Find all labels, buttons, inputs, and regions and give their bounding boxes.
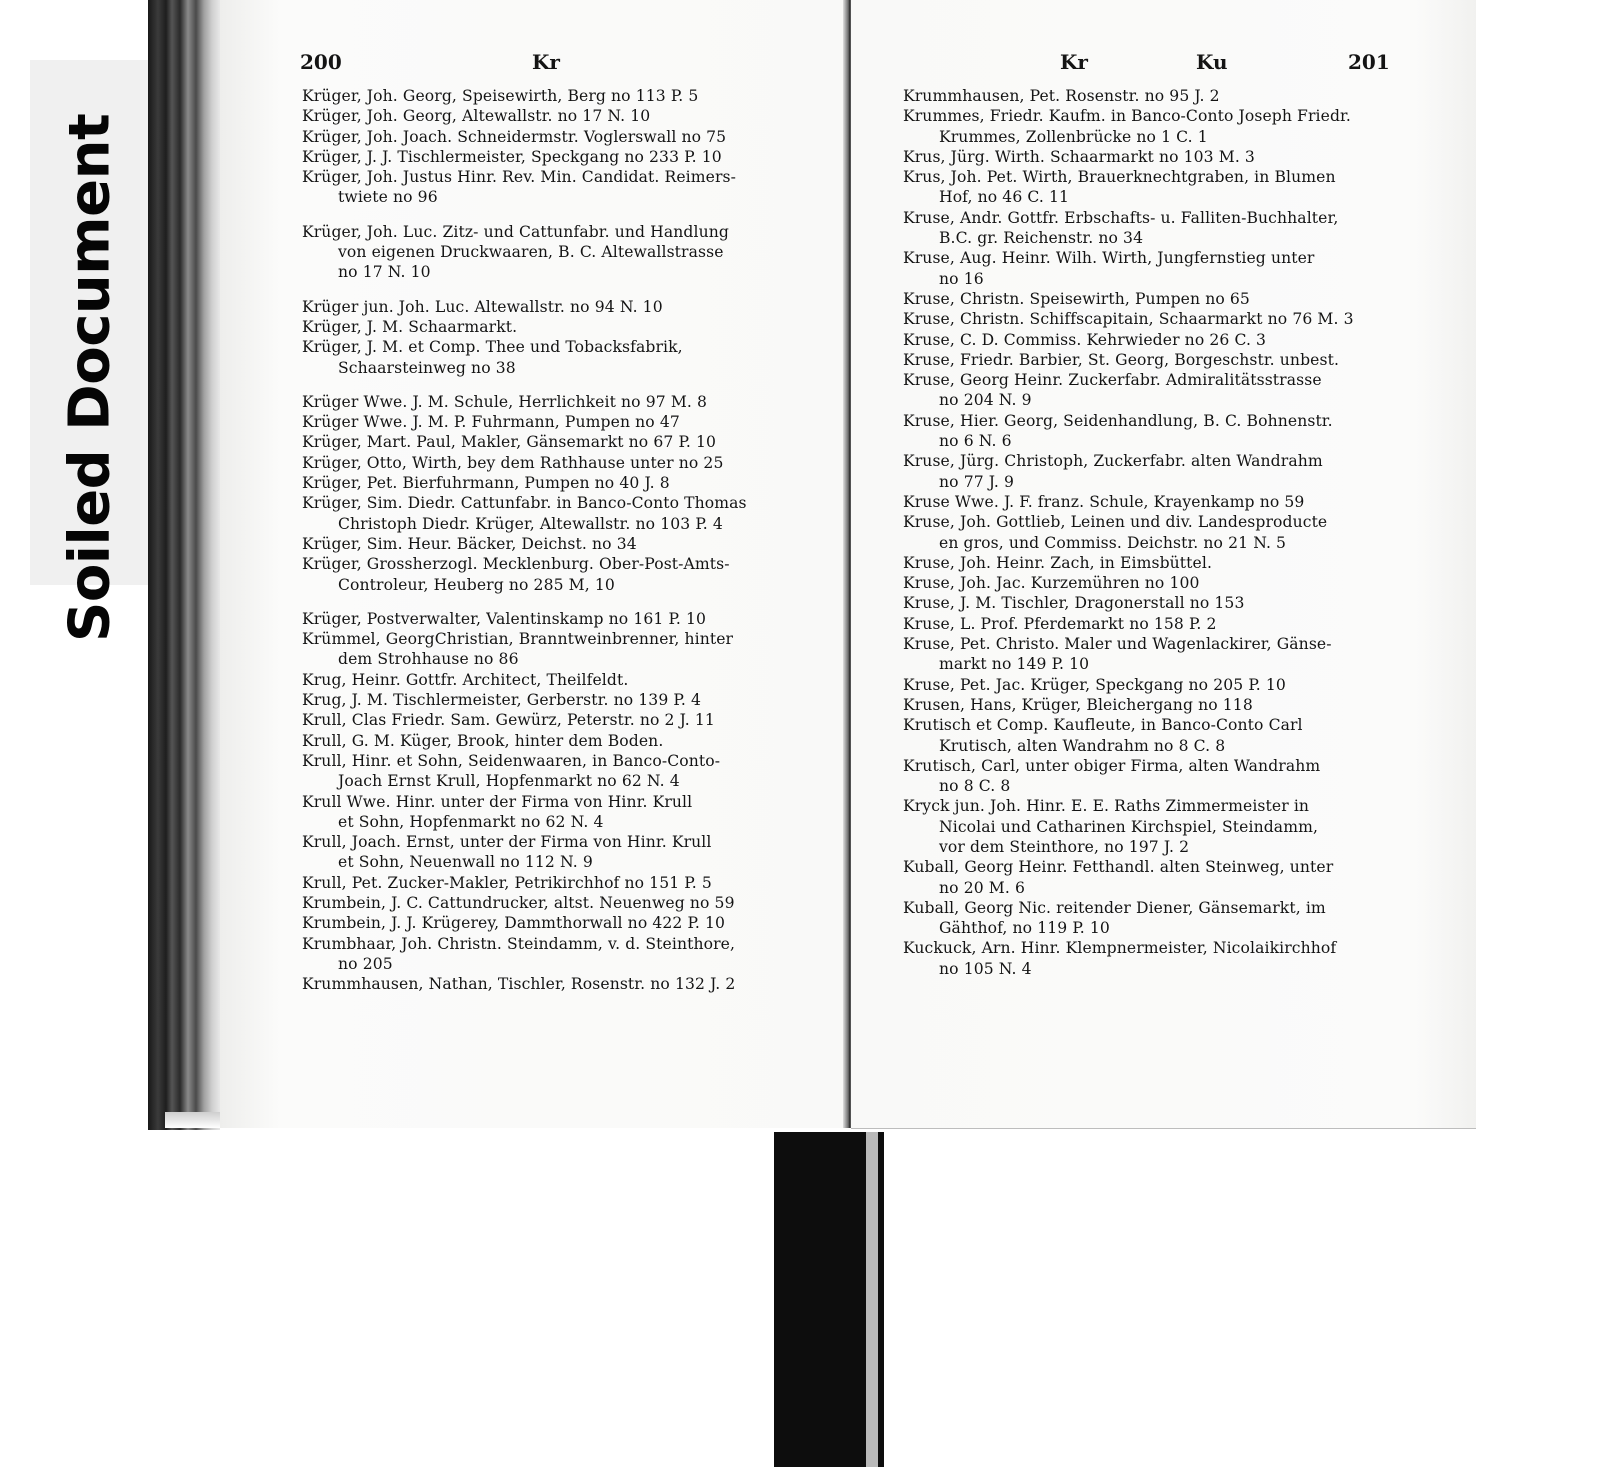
entry-line: Krüger, Postverwalter, Valentinskamp no 161 P. 10 [302,609,707,628]
right-page [851,0,1476,1129]
entry-line: Kruse, Joh. Gottlieb, Leinen und div. Landesproducte [903,513,1328,532]
entry-line: Krull, Hinr. et Sohn, Seidenwaaren, in Banco-Conto- [302,751,721,770]
directory-entry [302,629,747,670]
entry-line: Krüger Wwe. J. M. Schule, Herrlichkeit no 97 M. 8 [302,392,708,411]
entry-line: Krüger jun. Joh. Luc. Altewallstr. no 94 N. 10 [302,297,663,316]
entry-line: Krull Wwe. Hinr. unter der Firma von Hinr. Krull [302,792,693,811]
directory-entry [302,337,747,378]
directory-entry [903,451,1354,492]
directory-entry [302,493,747,534]
directory-entry [302,127,747,147]
directory-entry [302,934,747,975]
directory-entry [903,86,1354,106]
entry-line: Krummhausen, Nathan, Tischler, Rosenstr. no 132 J. 2 [302,975,736,994]
directory-entry [903,350,1354,370]
entry-line: Kruse, Joh. Heinr. Zach, in Eimsbüttel. [903,553,1212,572]
directory-entry [903,857,1354,898]
entry-line: Schaarsteinweg no 38 [338,358,516,377]
directory-entry [903,695,1354,715]
entry-line: Krüger, Joh. Joach. Schneidermstr. Voglerswall no 75 [302,127,727,146]
directory-entry [903,593,1354,613]
entry-line: no 6 N. 6 [939,432,1012,451]
entry-line: no 17 N. 10 [338,263,431,282]
entry-line: Krug, Heinr. Gottfr. Architect, Theilfeldt. [302,670,629,689]
entry-line: Krumbein, J. J. Krügerey, Dammthorwall no 422 P. 10 [302,914,726,933]
entry-line: Kuckuck, Arn. Hinr. Klempnermeister, Nicolaikirchhof [903,939,1337,958]
entry-line: Krutisch, Carl, unter obiger Firma, alten Wandrahm [903,756,1321,775]
right-page-number: 201 [1348,50,1390,74]
entry-line: Krull, G. M. Küger, Brook, hinter dem Boden. [302,731,664,750]
left-page-entries [302,86,747,994]
book-page-edges [148,0,220,1130]
entry-line: Krüger, Joh. Georg, Altewallstr. no 17 N. 10 [302,107,651,126]
directory-entry [903,411,1354,452]
directory-entry [302,974,747,994]
entry-line: Krüger, J. M. et Comp. Thee und Tobacksfabrik, [302,338,683,357]
directory-entry [302,534,747,554]
directory-entry [302,554,747,595]
entry-line: Kruse, Pet. Christo. Maler und Wagenlackirer, Gänse- [903,635,1332,654]
entry-line: Hof, no 46 C. 11 [939,188,1070,207]
entry-line: Controleur, Heuberg no 285 M, 10 [338,575,615,594]
entry-line: Gähthof, no 119 P. 10 [939,919,1110,938]
directory-entry [302,317,747,337]
directory-entry [302,670,747,690]
entry-line: Krüger, Mart. Paul, Makler, Gänsemarkt no 67 P. 10 [302,433,717,452]
directory-entry [903,167,1354,208]
entry-line: no 204 N. 9 [939,391,1032,410]
entry-line: Krutisch et Comp. Kaufleute, in Banco-Conto Carl [903,716,1303,735]
left-page-header [220,50,848,76]
entry-line: no 105 N. 4 [939,959,1032,978]
tab-edge [866,1132,878,1467]
directory-entry [302,167,747,208]
entry-line: Krummes, Zollenbrücke no 1 C. 1 [939,127,1208,146]
entry-line: Joach Ernst Krull, Hopfenmarkt no 62 N. 4 [338,772,680,791]
entry-line: Kruse Wwe. J. F. franz. Schule, Krayenkamp no 59 [903,492,1305,511]
entry-line: Krug, J. M. Tischlermeister, Gerberstr. no 139 P. 4 [302,691,701,710]
directory-entry [302,913,747,933]
entry-line: Krummes, Friedr. Kaufm. in Banco-Conto Joseph Friedr. [903,107,1351,126]
directory-entry [903,147,1354,167]
entry-line: Kuball, Georg Heinr. Fetthandl. alten Steinweg, unter [903,858,1334,877]
entry-line: Krutisch, alten Wandrahm no 8 C. 8 [939,736,1226,755]
entry-line: Krull, Joach. Ernst, unter der Firma von Hinr. Krull [302,833,712,852]
entry-line: Krüger, J. M. Schaarmarkt. [302,317,518,336]
entry-line: Kruse, Christn. Speisewirth, Pumpen no 65 [903,289,1250,308]
directory-entry [903,614,1354,634]
directory-entry [903,553,1354,573]
directory-entry [903,675,1354,695]
entry-line: B.C. gr. Reichenstr. no 34 [939,229,1144,248]
entry-line: Kruse, C. D. Commiss. Kehrwieder no 26 C. 3 [903,330,1267,349]
directory-entry [302,392,747,412]
right-page-entries [903,86,1354,979]
directory-entry [903,796,1354,857]
directory-entry [302,432,747,452]
entry-line: Krus, Jürg. Wirth. Schaarmarkt no 103 M. 3 [903,147,1255,166]
entry-line: Kruse, Pet. Jac. Krüger, Speckgang no 205 P. 10 [903,675,1286,694]
directory-entry [302,751,747,792]
entry-line: en gros, und Commiss. Deichstr. no 21 N. 5 [939,533,1287,552]
entry-line: Kruse, Jürg. Christoph, Zuckerfabr. alten Wandrahm [903,452,1323,471]
entry-line: no 77 J. 9 [939,472,1015,491]
directory-entry [903,330,1354,350]
entry-line: Kruse, Andr. Gottfr. Erbschafts- u. Falliten-Buchhalter, [903,208,1339,227]
entry-line: Kruse, J. M. Tischler, Dragonerstall no 153 [903,594,1245,613]
entry-line: no 205 [338,954,393,973]
directory-entry [903,573,1354,593]
directory-entry [302,731,747,751]
entry-line: Krüger, Grossherzogl. Mecklenburg. Ober-Post-Amts- [302,555,730,574]
directory-entry [302,297,747,317]
entry-line: vor dem Steinthore, no 197 J. 2 [939,837,1190,856]
entry-line: Kruse, Georg Heinr. Zuckerfabr. Admiralitätsstrasse [903,371,1322,390]
directory-entry [903,248,1354,289]
entry-line: Krumbein, J. C. Cattundrucker, altst. Neuenweg no 59 [302,893,735,912]
entry-line: Nicolai und Catharinen Kirchspiel, Steindamm, [939,817,1319,836]
entry-line: von eigenen Druckwaaren, B. C. Altewallstrasse [338,243,724,262]
directory-entry [903,492,1354,512]
entry-line: Krüger, J. J. Tischlermeister, Speckgang no 233 P. 10 [302,147,722,166]
entry-line: Krusen, Hans, Krüger, Bleichergang no 118 [903,695,1253,714]
directory-entry [302,412,747,432]
left-page [220,0,848,1128]
directory-entry [903,309,1354,329]
directory-entry [903,208,1354,249]
entry-line: no 20 M. 6 [939,878,1025,897]
directory-entry [302,106,747,126]
entry-line: Kruse, L. Prof. Pferdemarkt no 158 P. 2 [903,614,1217,633]
left-page-header-key: Kr [532,50,560,74]
soiled-document-text: Soiled Document [57,113,123,642]
soiled-document-label [30,60,151,642]
entry-line: Christoph Diedr. Krüger, Altewallstr. no 103 P. 4 [338,514,723,533]
entry-line: Kuball, Georg Nic. reitender Diener, Gänsemarkt, im [903,898,1326,917]
directory-entry [903,898,1354,939]
entry-line: Kruse, Friedr. Barbier, St. Georg, Borgeschstr. unbest. [903,350,1340,369]
directory-entry [903,512,1354,553]
directory-entry [903,938,1354,979]
entry-line: no 8 C. 8 [939,777,1011,796]
directory-entry [302,832,747,873]
entry-line: Krüger, Joh. Justus Hinr. Rev. Min. Candidat. Reimers- [302,168,737,187]
directory-entry [903,634,1354,675]
right-page-header-key-2: Ku [1196,50,1228,74]
entry-line: Krüger Wwe. J. M. P. Fuhrmann, Pumpen no 47 [302,413,680,432]
entry-line: Krümmel, GeorgChristian, Branntweinbrenner, hinter [302,630,734,649]
entry-line: twiete no 96 [338,188,438,207]
entry-line: Krüger, Joh. Georg, Speisewirth, Berg no 113 P. 5 [302,87,699,105]
left-page-number: 200 [300,50,342,74]
directory-entry [302,792,747,833]
entry-line: Kruse, Aug. Heinr. Wilh. Wirth, Jungfernstieg unter [903,249,1315,268]
entry-line: et Sohn, Hopfenmarkt no 62 N. 4 [338,812,604,831]
directory-entry [302,873,747,893]
entry-line: Krüger, Pet. Bierfuhrmann, Pumpen no 40 J. 8 [302,474,670,493]
directory-entry [903,715,1354,756]
directory-entry [903,106,1354,147]
directory-entry [302,473,747,493]
entry-line: dem Strohhause no 86 [338,650,519,669]
directory-entry [302,893,747,913]
directory-entry [903,289,1354,309]
directory-entry [903,756,1354,797]
directory-entry [302,453,747,473]
right-page-header [851,50,1476,76]
entry-line: Krus, Joh. Pet. Wirth, Brauerknechtgraben, in Blumen [903,168,1336,187]
entry-line: Krumbhaar, Joh. Christn. Steindamm, v. d. Steinthore, [302,934,736,953]
entry-line: Kruse, Hier. Georg, Seidenhandlung, B. C. Bohnenstr. [903,411,1333,430]
directory-entry [302,609,747,629]
entry-line: Krummhausen, Pet. Rosenstr. no 95 J. 2 [903,87,1220,105]
entry-line: et Sohn, Neuenwall no 112 N. 9 [338,853,593,872]
directory-entry [903,370,1354,411]
entry-line: Krüger, Otto, Wirth, bey dem Rathhause unter no 25 [302,453,724,472]
entry-line: no 16 [939,269,984,288]
entry-line: Krull, Pet. Zucker-Makler, Petrikirchhof no 151 P. 5 [302,873,712,892]
directory-entry [302,690,747,710]
entry-line: Krüger, Sim. Heur. Bäcker, Deichst. no 34 [302,534,637,553]
directory-entry [302,86,747,106]
directory-entry [302,710,747,730]
entry-line: Kruse, Joh. Jac. Kurzemühren no 100 [903,574,1200,593]
directory-entry [302,147,747,167]
directory-entry [302,222,747,283]
entry-line: Kruse, Christn. Schiffscapitain, Schaarmarkt no 76 M. 3 [903,310,1354,329]
right-page-header-key-1: Kr [1060,50,1088,74]
entry-line: Kryck jun. Joh. Hinr. E. E. Raths Zimmermeister in [903,797,1310,816]
entry-line: Krüger, Sim. Diedr. Cattunfabr. in Banco-Conto Thomas [302,494,747,513]
entry-line: markt no 149 P. 10 [939,655,1090,674]
entry-line: Krüger, Joh. Luc. Zitz- und Cattunfabr. und Handlung [302,222,729,241]
entry-line: Krull, Clas Friedr. Sam. Gewürz, Peterstr. no 2 J. 11 [302,711,715,730]
